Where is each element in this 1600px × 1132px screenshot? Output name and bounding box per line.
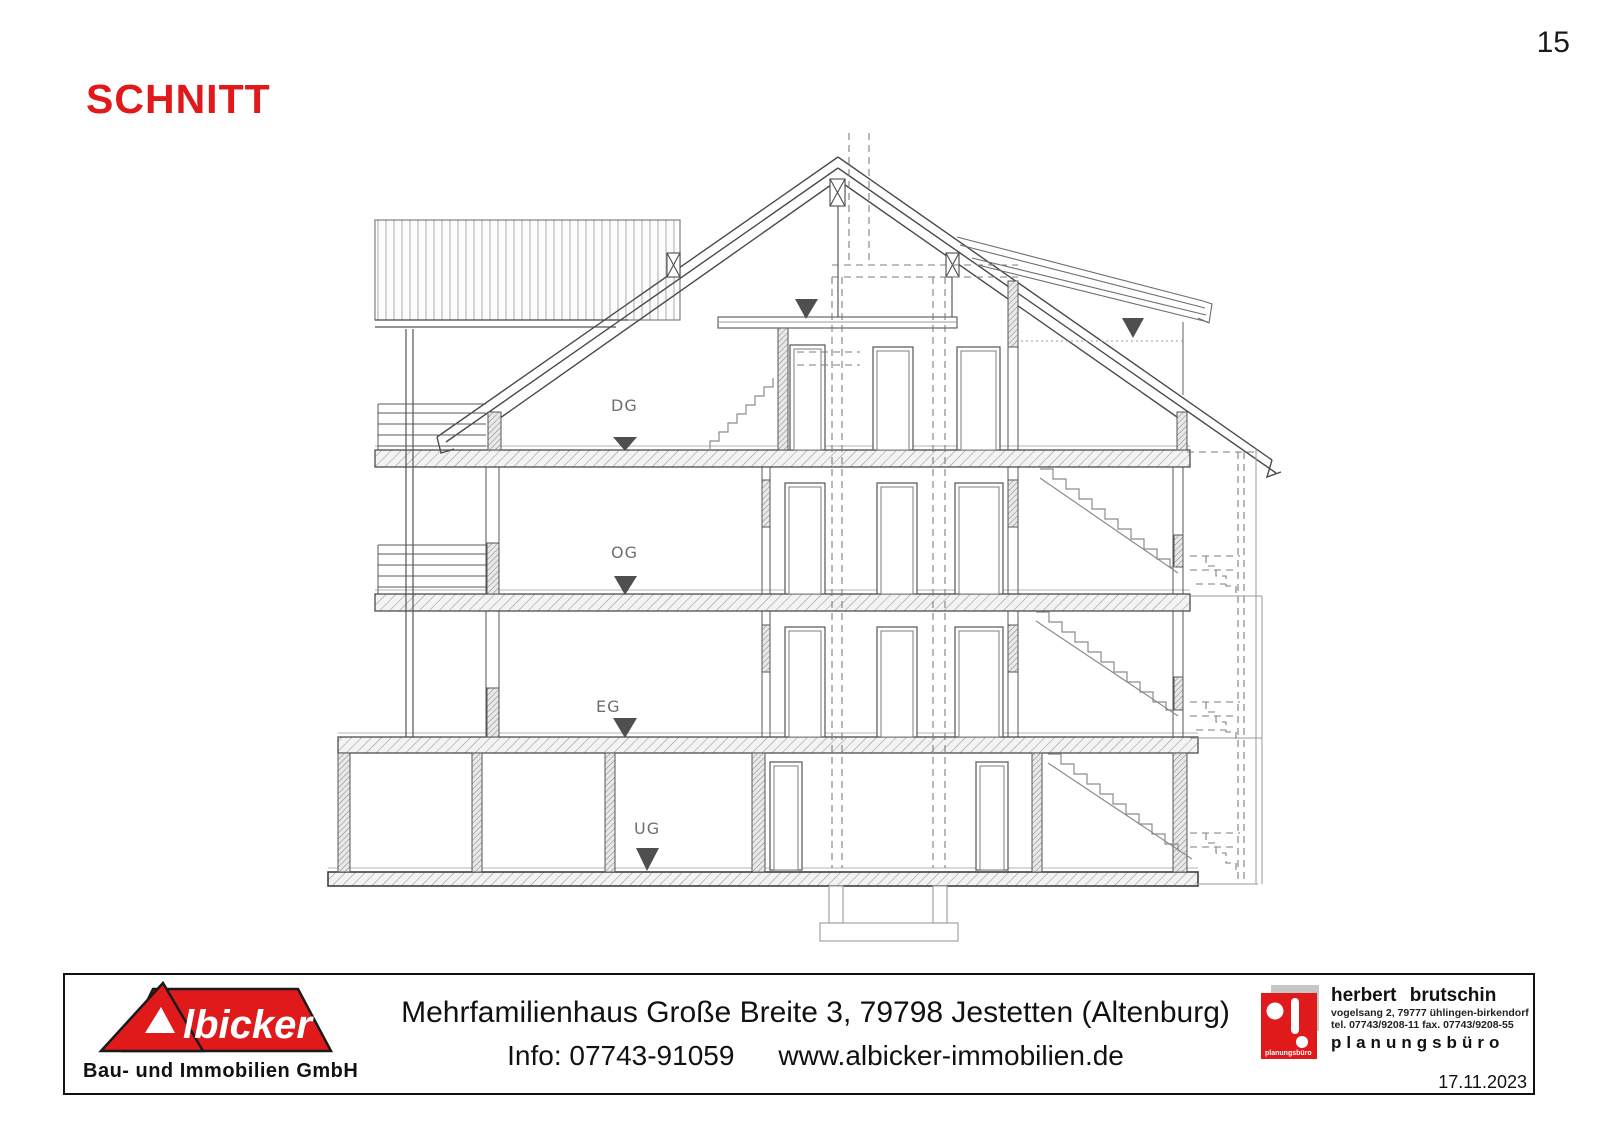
canopy-post: [406, 329, 413, 737]
foundation: [820, 886, 958, 941]
builder-subtitle: Bau- und Immobilien GmbH: [83, 1060, 359, 1082]
floor-label-og: OG: [611, 543, 638, 562]
planner-logo-caption: planungsbüro: [1265, 1050, 1312, 1057]
planner-address: vogelsang 2, 79777 ühlingen-birkendorf: [1331, 1006, 1529, 1019]
planner-contact: tel. 07743/9208-11 fax. 07743/9208-55: [1331, 1018, 1514, 1031]
footer-title-block: [63, 973, 1535, 1095]
planner-block: [1261, 975, 1533, 1093]
project-info: [370, 975, 1261, 1093]
info-phone: Info: 07743-91059: [507, 1040, 735, 1071]
balcony-railings: [378, 404, 486, 594]
purlin-markers: [667, 179, 959, 318]
website-link[interactable]: www.albicker-immobilien.de: [778, 1040, 1124, 1071]
albicker-logo: [83, 981, 338, 1057]
document-date: 17.11.2023: [1438, 1072, 1527, 1092]
planner-name: herbert brutschin: [1331, 985, 1497, 1006]
external-structure: [1016, 341, 1262, 884]
page-title: SCHNITT: [86, 76, 271, 122]
floor-label-ug: UG: [634, 819, 661, 838]
planner-profession: planungsbüro: [1331, 1032, 1505, 1052]
page-number: 15: [1536, 26, 1570, 59]
floor-label-dg: DG: [611, 396, 638, 415]
collar-beam: [718, 317, 957, 328]
builder-block: [65, 975, 370, 1093]
floor-label-eg: EG: [596, 697, 621, 716]
project-address: Mehrfamilienhaus Große Breite 3, 79798 Jestetten (Altenburg): [401, 996, 1230, 1029]
planungsbuero-logo: [1261, 985, 1323, 1063]
albicker-logo-text: lbicker: [183, 1003, 312, 1047]
